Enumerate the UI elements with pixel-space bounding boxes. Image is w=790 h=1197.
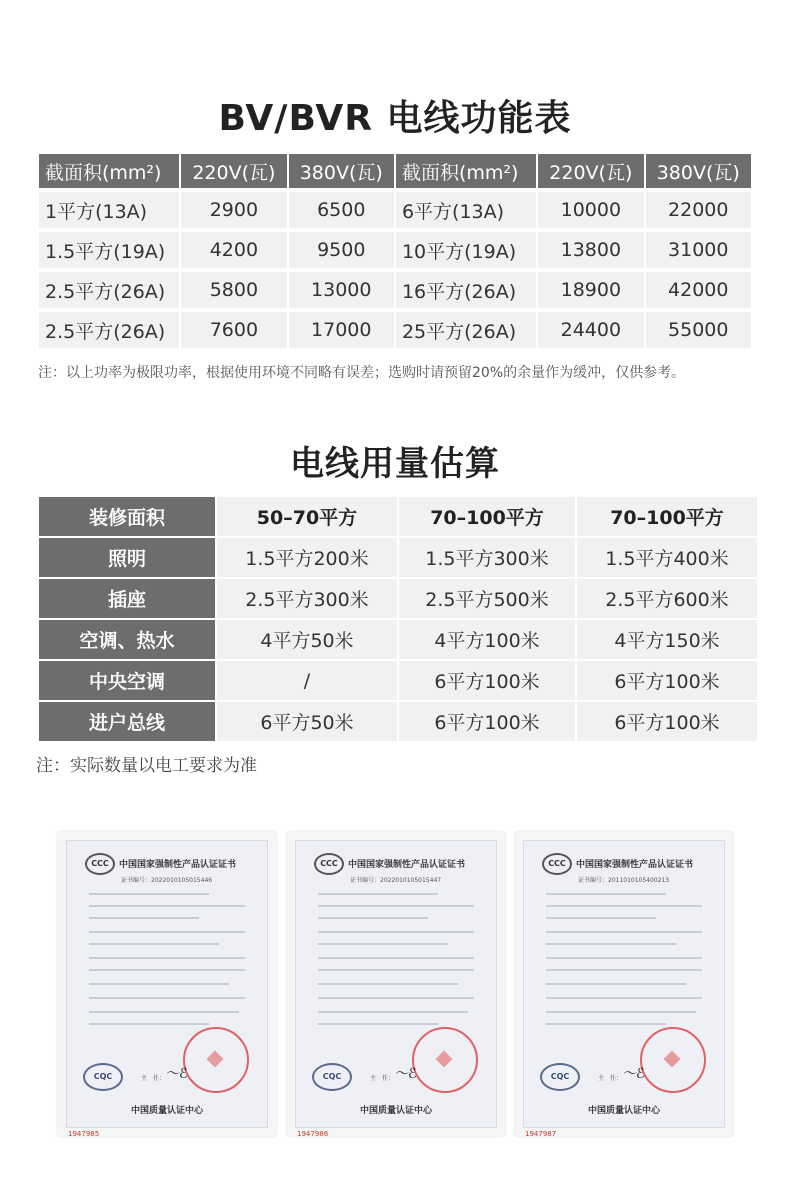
table-row xyxy=(39,579,757,618)
text-line xyxy=(89,957,245,959)
table-cell: 17000 xyxy=(289,312,394,348)
text-line xyxy=(546,957,702,959)
red-seal-icon xyxy=(412,1027,478,1093)
row-label: 插座 xyxy=(39,579,215,618)
table-cell: 2.5平方300米 xyxy=(217,579,397,618)
signature-label: 主 任： xyxy=(598,1075,623,1082)
table-cell: 6平方(13A) xyxy=(396,192,536,228)
certificate-body xyxy=(66,840,268,1128)
table-cell: 18900 xyxy=(538,272,643,308)
table-row xyxy=(39,192,751,228)
text-line xyxy=(89,969,245,971)
table-cell: 2.5平方600米 xyxy=(577,579,757,618)
text-line xyxy=(546,893,666,895)
table-row xyxy=(39,232,751,268)
table-cell: / xyxy=(217,661,397,700)
table-cell: 10000 xyxy=(538,192,643,228)
table-cell: 31000 xyxy=(646,232,751,268)
text-line xyxy=(89,917,199,919)
text-line xyxy=(89,1011,239,1013)
header-range: 70–100平方 xyxy=(399,497,575,536)
text-line xyxy=(89,931,245,933)
row-label: 进户总线 xyxy=(39,702,215,741)
table-row xyxy=(39,620,757,659)
text-line xyxy=(546,1011,696,1013)
table-cell: 1.5平方400米 xyxy=(577,538,757,577)
table-row xyxy=(39,312,751,348)
table-row xyxy=(39,702,757,741)
table-cell: 24400 xyxy=(538,312,643,348)
text-line xyxy=(318,943,448,945)
header-cross-section: 截面积(mm²) xyxy=(39,154,179,188)
table-cell: 7600 xyxy=(181,312,286,348)
text-line xyxy=(546,905,702,907)
table-row xyxy=(39,661,757,700)
cqc-logo-icon: CQC xyxy=(540,1063,580,1091)
certificate-gallery xyxy=(58,832,733,1142)
usage-table-title: 电线用量估算 xyxy=(290,444,500,484)
ccc-logo-icon: CCC xyxy=(314,853,344,875)
table-cell: 4200 xyxy=(181,232,286,268)
table-cell: 4平方50米 xyxy=(217,620,397,659)
text-line xyxy=(318,997,474,999)
certificate-number: 证书编号：2022010105015446 xyxy=(121,877,213,884)
usage-table xyxy=(37,495,759,743)
power-table xyxy=(37,150,753,352)
signature: 〜ℰ xyxy=(622,1066,645,1082)
table-cell: 6平方100米 xyxy=(399,702,575,741)
text-line xyxy=(546,969,702,971)
text-line xyxy=(89,943,219,945)
signature-label: 主 任： xyxy=(141,1075,166,1082)
text-line xyxy=(89,983,229,985)
text-line xyxy=(546,997,702,999)
certificate-body xyxy=(523,840,725,1128)
text-line xyxy=(546,917,656,919)
table-cell: 6平方100米 xyxy=(577,661,757,700)
certificate-title: 中国国家强制性产品认证证书 xyxy=(576,860,694,870)
table-cell: 1.5平方200米 xyxy=(217,538,397,577)
certificate-image xyxy=(515,832,733,1136)
text-line xyxy=(546,1023,666,1025)
table-cell: 1平方(13A) xyxy=(39,192,179,228)
table-cell: 22000 xyxy=(646,192,751,228)
table-cell: 16平方(26A) xyxy=(396,272,536,308)
table-cell: 25平方(26A) xyxy=(396,312,536,348)
text-line xyxy=(546,983,686,985)
table-cell: 4平方150米 xyxy=(577,620,757,659)
red-seal-icon xyxy=(183,1027,249,1093)
header-range: 70–100平方 xyxy=(577,497,757,536)
header-area: 装修面积 xyxy=(39,497,215,536)
cqc-logo-icon: CQC xyxy=(83,1063,123,1091)
row-label: 空调、热水 xyxy=(39,620,215,659)
header-380v: 380V(瓦) xyxy=(289,154,394,188)
certificate-number: 证书编号：2011010105400213 xyxy=(578,877,670,884)
table-cell: 6平方100米 xyxy=(577,702,757,741)
signature-label: 主 任： xyxy=(370,1075,395,1082)
table-cell: 2.5平方(26A) xyxy=(39,272,179,308)
certificate-issuer: 中国质量认证中心 xyxy=(587,1106,660,1116)
table-cell: 6平方50米 xyxy=(217,702,397,741)
red-seal-icon xyxy=(640,1027,706,1093)
usage-table-note: 注：实际数量以电工要求为准 xyxy=(36,756,257,776)
certificate-image xyxy=(58,832,276,1136)
text-line xyxy=(318,983,458,985)
text-line xyxy=(546,943,676,945)
certificate-title: 中国国家强制性产品认证证书 xyxy=(348,860,466,870)
certificate-serial: 1947987 xyxy=(525,1130,557,1138)
text-line xyxy=(318,893,438,895)
certificate-body xyxy=(295,840,497,1128)
text-line xyxy=(318,1011,468,1013)
ccc-logo-icon: CCC xyxy=(542,853,572,875)
table-cell: 6500 xyxy=(289,192,394,228)
table-cell: 2900 xyxy=(181,192,286,228)
power-table-header-row xyxy=(39,154,751,188)
certificate-serial: 1947986 xyxy=(297,1130,329,1138)
certificate-image xyxy=(287,832,505,1136)
table-cell: 9500 xyxy=(289,232,394,268)
table-cell: 4平方100米 xyxy=(399,620,575,659)
row-label: 中央空调 xyxy=(39,661,215,700)
header-380v: 380V(瓦) xyxy=(646,154,751,188)
table-cell: 1.5平方300米 xyxy=(399,538,575,577)
text-line xyxy=(89,997,245,999)
table-cell: 6平方100米 xyxy=(399,661,575,700)
certificate-issuer: 中国质量认证中心 xyxy=(359,1106,432,1116)
header-range: 50–70平方 xyxy=(217,497,397,536)
ccc-logo-icon: CCC xyxy=(85,853,115,875)
usage-table-header-row xyxy=(39,497,757,536)
table-cell: 2.5平方500米 xyxy=(399,579,575,618)
table-row xyxy=(39,272,751,308)
text-line xyxy=(318,917,428,919)
table-cell: 1.5平方(19A) xyxy=(39,232,179,268)
certificate-number: 证书编号：2022010105015447 xyxy=(350,877,442,884)
table-cell: 13800 xyxy=(538,232,643,268)
table-cell: 13000 xyxy=(289,272,394,308)
header-cross-section: 截面积(mm²) xyxy=(396,154,536,188)
certificate-title: 中国国家强制性产品认证证书 xyxy=(119,860,237,870)
power-table-title: BV/BVR 电线功能表 xyxy=(218,98,572,139)
header-220v: 220V(瓦) xyxy=(181,154,286,188)
text-line xyxy=(318,957,474,959)
power-table-note: 注：以上功率为极限功率，根据使用环境不同略有误差；选购时请预留20%的余量作为缓冲，仅供参考。 xyxy=(38,365,686,381)
table-row xyxy=(39,538,757,577)
text-line xyxy=(318,969,474,971)
text-line xyxy=(89,1023,209,1025)
text-line xyxy=(318,1023,438,1025)
table-cell: 5800 xyxy=(181,272,286,308)
text-line xyxy=(89,905,245,907)
row-label: 照明 xyxy=(39,538,215,577)
text-line xyxy=(89,893,209,895)
table-cell: 10平方(19A) xyxy=(396,232,536,268)
text-line xyxy=(546,931,702,933)
certificate-serial: 1947985 xyxy=(68,1130,100,1138)
table-cell: 2.5平方(26A) xyxy=(39,312,179,348)
text-line xyxy=(318,931,474,933)
text-line xyxy=(318,905,474,907)
certificate-issuer: 中国质量认证中心 xyxy=(130,1106,203,1116)
signature: 〜ℰ xyxy=(394,1066,417,1082)
table-cell: 42000 xyxy=(646,272,751,308)
header-220v: 220V(瓦) xyxy=(538,154,643,188)
signature: 〜ℰ xyxy=(165,1066,188,1082)
cqc-logo-icon: CQC xyxy=(312,1063,352,1091)
table-cell: 55000 xyxy=(646,312,751,348)
